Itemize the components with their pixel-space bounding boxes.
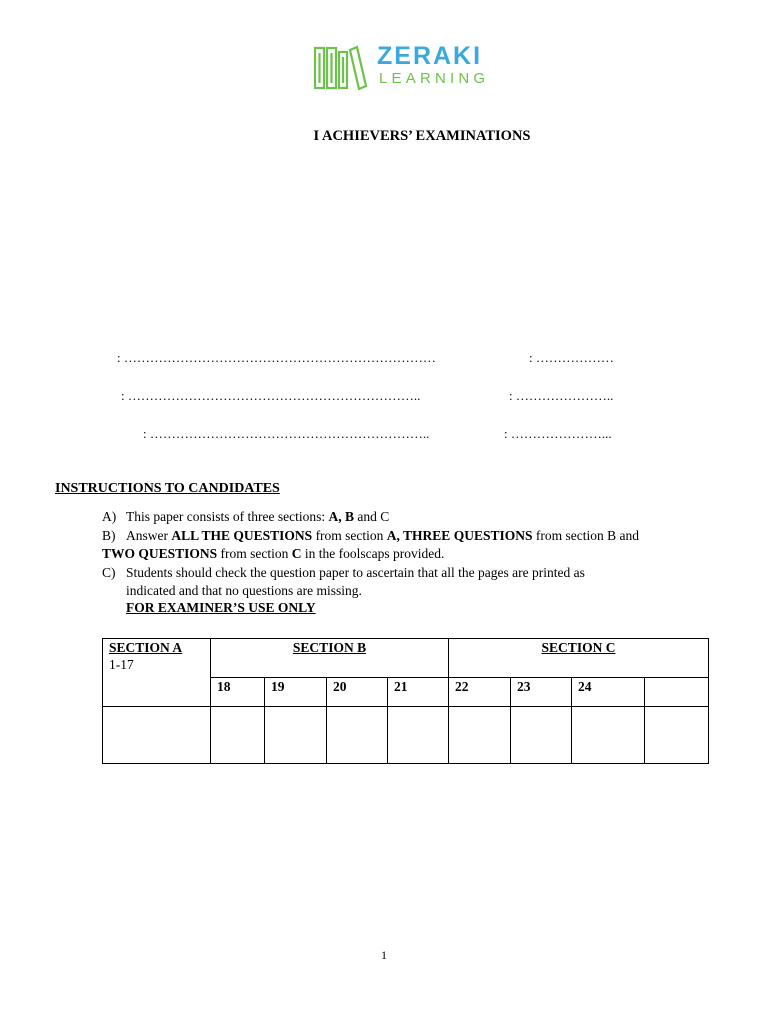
- section-a-label: SECTION A: [109, 640, 183, 655]
- instruction-b-text5: in the foolscaps provided.: [301, 546, 445, 561]
- instruction-b-text2: from section: [312, 528, 387, 543]
- field-row1-left: : ………………………………………………………………: [117, 350, 436, 365]
- instruction-b-bold2: A, THREE QUESTIONS: [386, 528, 533, 543]
- instruction-c-text1: Students should check the question paper to ascertain that all the pages are printed as: [126, 565, 585, 580]
- instruction-b-text4: from section: [217, 546, 292, 561]
- question-number-18: 18: [217, 679, 231, 694]
- score-cell-18[interactable]: [210, 706, 265, 764]
- instruction-b-line2: [102, 545, 444, 563]
- instruction-c-line2: indicated and that no questions are missing.: [126, 583, 362, 598]
- logo-wordmark-zeraki: ZERAKI: [377, 42, 483, 70]
- instruction-b-bold3: TWO QUESTIONS: [102, 546, 218, 561]
- score-cell-21[interactable]: [387, 706, 449, 764]
- instruction-a: [102, 508, 389, 526]
- instruction-a-text: This paper consists of three sections:: [126, 509, 329, 524]
- exam-title: I ACHIEVERS’ EXAMINATIONS: [313, 128, 531, 144]
- score-cell-24[interactable]: [571, 706, 645, 764]
- instruction-b-text3: from section B and: [532, 528, 639, 543]
- score-cell-22[interactable]: [448, 706, 511, 764]
- section-c-label: SECTION C: [541, 640, 616, 655]
- question-cell-blank: [644, 677, 709, 707]
- marks-table: [102, 638, 709, 764]
- section-b-header-cell: [210, 638, 449, 678]
- question-number-21: 21: [394, 679, 408, 694]
- examiner-heading: FOR EXAMINER’S USE ONLY: [126, 600, 316, 615]
- score-cell-blank[interactable]: [644, 706, 709, 764]
- section-c-header-cell: [448, 638, 709, 678]
- section-a-header-cell: [102, 638, 211, 707]
- instructions-heading: INSTRUCTIONS TO CANDIDATES: [55, 481, 280, 496]
- score-cell-19[interactable]: [264, 706, 327, 764]
- question-cell-18: [210, 677, 265, 707]
- question-number-23: 23: [517, 679, 531, 694]
- instruction-c-line1: [102, 564, 585, 582]
- question-cell-20: [326, 677, 388, 707]
- logo-wordmark-learning: LEARNING: [379, 70, 490, 87]
- field-row2-right: : …………………..: [509, 388, 614, 403]
- question-cell-21: [387, 677, 449, 707]
- field-row3-right: : …………………...: [504, 426, 612, 441]
- instruction-b-bold1: ALL THE QUESTIONS: [171, 528, 313, 543]
- field-row1-right: : ………………: [529, 350, 614, 365]
- bookshelf-icon: [313, 44, 369, 90]
- score-cell-20[interactable]: [326, 706, 388, 764]
- question-number-24: 24: [578, 679, 592, 694]
- question-number-19: 19: [271, 679, 285, 694]
- question-number-22: 22: [455, 679, 469, 694]
- question-cell-22: [448, 677, 511, 707]
- score-cell-23[interactable]: [510, 706, 572, 764]
- field-row3-left: : ………………………………………………………..: [143, 426, 430, 441]
- question-cell-19: [264, 677, 327, 707]
- instruction-b-bold4: C: [291, 546, 302, 561]
- instruction-b-line1: [102, 527, 639, 545]
- page-number: 1: [381, 948, 387, 962]
- instruction-a-marker: A): [102, 509, 117, 524]
- question-number-20: 20: [333, 679, 347, 694]
- score-cell-section-a[interactable]: [102, 706, 211, 764]
- section-b-label: SECTION B: [292, 640, 367, 655]
- field-row2-left: : …………………………………………………………..: [121, 388, 421, 403]
- instruction-b-text1: Answer: [126, 528, 172, 543]
- instruction-c-marker: C): [102, 565, 116, 580]
- instruction-a-tail: and C: [353, 509, 390, 524]
- zeraki-logo: [313, 42, 503, 92]
- instruction-b-marker: B): [102, 528, 116, 543]
- section-a-range: 1-17: [109, 657, 134, 672]
- question-cell-23: [510, 677, 572, 707]
- question-cell-24: [571, 677, 645, 707]
- instruction-a-bold: A, B: [328, 509, 354, 524]
